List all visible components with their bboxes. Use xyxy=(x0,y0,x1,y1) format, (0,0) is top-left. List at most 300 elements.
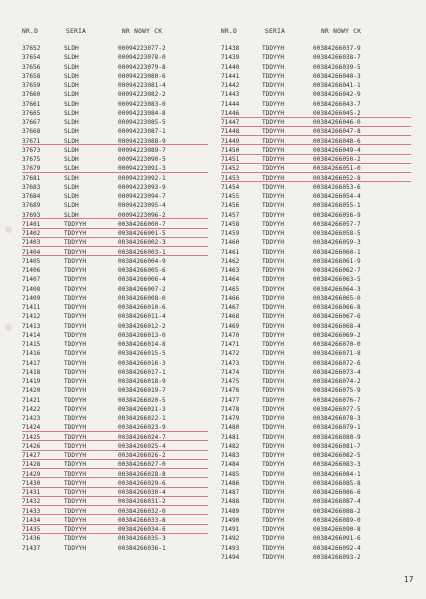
cell-nr-nowy-ck: 00384266011-4 xyxy=(118,313,166,321)
table-row xyxy=(221,118,415,127)
cell-seria: TDDYYH xyxy=(262,294,285,302)
table-row xyxy=(221,294,415,303)
cell-nr-nowy-ck: 00384266026-2 xyxy=(118,452,166,459)
cell-nr-d: 71434 xyxy=(22,516,41,524)
table-row xyxy=(22,118,212,127)
table-row xyxy=(22,488,212,497)
cell-nr-d: 71450 xyxy=(221,146,240,154)
table-row xyxy=(22,396,212,405)
cell-seria: TDDYYH xyxy=(262,72,285,80)
cell-seria: TDDYYH xyxy=(262,405,285,413)
cell-nr-nowy-ck: 00384266023-9 xyxy=(118,424,166,432)
cell-nr-d: 71403 xyxy=(22,239,41,247)
cell-nr-nowy-ck: 00384266002-3 xyxy=(118,239,166,247)
table-row xyxy=(22,507,212,516)
cell-nr-d: 71448 xyxy=(221,128,240,136)
cell-seria: TDDYYH xyxy=(262,183,285,191)
cell-nr-nowy-ck: 00384266067-6 xyxy=(313,313,361,321)
cell-nr-d: 71465 xyxy=(221,285,240,293)
cell-nr-d: 71431 xyxy=(22,489,41,496)
cell-seria: TDDYYH xyxy=(64,526,87,533)
table-row xyxy=(221,470,415,479)
cell-nr-d: 37683 xyxy=(22,183,41,191)
cell-nr-d: 71477 xyxy=(221,396,240,404)
cell-nr-d: 71490 xyxy=(221,516,240,524)
cell-nr-nowy-ck: 00094223080-6 xyxy=(118,72,166,80)
cell-nr-d: 71435 xyxy=(22,526,41,533)
table-row xyxy=(221,460,415,469)
cell-nr-nowy-ck: 00384266088-2 xyxy=(313,507,361,515)
table-row xyxy=(22,386,212,395)
cell-nr-d: 71417 xyxy=(22,359,41,367)
cell-nr-nowy-ck: 00094223084-8 xyxy=(118,109,166,117)
cell-nr-d: 71441 xyxy=(221,72,240,80)
cell-seria: TDDYYH xyxy=(262,489,285,496)
cell-seria: SLDH xyxy=(64,100,79,108)
cell-nr-d: 37673 xyxy=(22,146,41,154)
table-row xyxy=(22,164,212,173)
cell-seria: SLDH xyxy=(64,82,79,89)
cell-nr-nowy-ck: 00384266006-4 xyxy=(118,276,166,284)
cell-nr-d: 71416 xyxy=(22,350,41,358)
header-nr-nowy-ck: NR NOWY CK xyxy=(122,28,163,35)
punch-hole-mark xyxy=(5,226,12,233)
cell-nr-d: 37661 xyxy=(22,100,41,108)
cell-seria: TDDYYH xyxy=(64,544,87,552)
table-row xyxy=(22,266,212,275)
table-row xyxy=(22,377,212,386)
cell-nr-d: 71415 xyxy=(22,341,41,348)
cell-seria: TDDYYH xyxy=(262,45,285,52)
table-row xyxy=(221,544,415,553)
cell-nr-d: 71484 xyxy=(221,461,240,469)
cell-nr-nowy-ck: 00384266017-1 xyxy=(118,368,166,376)
table-row xyxy=(221,238,415,247)
cell-nr-d: 71486 xyxy=(221,479,240,487)
table-row xyxy=(22,470,212,479)
cell-nr-nowy-ck: 00384266059-3 xyxy=(313,239,361,247)
table-row xyxy=(221,192,415,201)
table-row xyxy=(22,479,212,488)
table-row xyxy=(22,303,212,312)
cell-seria: TDDYYH xyxy=(262,331,285,339)
cell-nr-d: 71483 xyxy=(221,452,240,459)
cell-nr-d: 71420 xyxy=(22,387,41,395)
cell-seria: TDDYYH xyxy=(64,267,87,274)
cell-nr-nowy-ck: 00384266051-0 xyxy=(313,165,361,173)
cell-nr-nowy-ck: 00384266031-2 xyxy=(118,498,166,506)
cell-seria: SLDH xyxy=(64,202,79,210)
cell-nr-d: 71402 xyxy=(22,230,41,237)
table-row xyxy=(22,349,212,358)
cell-nr-nowy-ck: 00384266081-7 xyxy=(313,442,361,450)
cell-nr-d: 37679 xyxy=(22,165,41,173)
cell-nr-nowy-ck: 00384266082-5 xyxy=(313,452,361,459)
cell-nr-d: 71488 xyxy=(221,498,240,506)
cell-nr-nowy-ck: 00384266053-6 xyxy=(313,183,361,191)
table-row xyxy=(22,211,212,220)
cell-nr-nowy-ck: 00384266043-7 xyxy=(313,100,361,108)
cell-seria: TDDYYH xyxy=(262,276,285,284)
cell-seria: TDDYYH xyxy=(64,248,87,256)
cell-nr-d: 71438 xyxy=(221,45,240,52)
cell-seria: TDDYYH xyxy=(262,137,285,145)
cell-nr-nowy-ck: 00384266042-9 xyxy=(313,91,361,99)
cell-nr-nowy-ck: 00384266040-3 xyxy=(313,72,361,80)
table-row xyxy=(221,359,415,368)
table-row xyxy=(22,451,212,460)
cell-nr-nowy-ck: 00384266070-0 xyxy=(313,341,361,348)
table-row xyxy=(221,81,415,90)
table-row xyxy=(22,201,212,210)
table-row xyxy=(22,192,212,201)
cell-seria: TDDYYH xyxy=(262,415,285,422)
cell-nr-d: 71430 xyxy=(22,479,41,487)
cell-nr-nowy-ck: 00384266013-0 xyxy=(118,331,166,339)
table-row xyxy=(221,405,415,414)
cell-nr-d: 71419 xyxy=(22,378,41,385)
table-row xyxy=(221,488,415,497)
cell-nr-d: 37689 xyxy=(22,202,41,210)
cell-nr-nowy-ck: 00384266060-1 xyxy=(313,248,361,256)
cell-seria: TDDYYH xyxy=(262,516,285,524)
cell-seria: TDDYYH xyxy=(262,424,285,432)
cell-nr-d: 71426 xyxy=(22,442,41,450)
cell-nr-nowy-ck: 00384266063-5 xyxy=(313,276,361,284)
cell-nr-d: 71456 xyxy=(221,202,240,210)
cell-nr-nowy-ck: 00384266020-5 xyxy=(118,396,166,404)
cell-seria: TDDYYH xyxy=(262,230,285,237)
cell-nr-d: 71492 xyxy=(221,535,240,543)
header-seria: SERIA xyxy=(66,28,87,35)
cell-nr-nowy-ck: 00094223082-2 xyxy=(118,91,166,99)
cell-nr-d: 37667 xyxy=(22,119,41,126)
cell-nr-d: 37660 xyxy=(22,91,41,99)
cell-nr-nowy-ck: 00384266061-9 xyxy=(313,257,361,265)
cell-nr-nowy-ck: 00094223087-1 xyxy=(118,128,166,136)
cell-seria: TDDYYH xyxy=(262,128,285,136)
cell-seria: TDDYYH xyxy=(262,146,285,154)
table-row xyxy=(22,90,212,99)
cell-nr-d: 71401 xyxy=(22,220,41,228)
cell-nr-d: 71472 xyxy=(221,350,240,358)
cell-seria: SLDH xyxy=(64,156,79,163)
table-row xyxy=(221,220,415,229)
table-row xyxy=(221,525,415,534)
cell-seria: SLDH xyxy=(64,91,79,99)
table-row xyxy=(22,220,212,229)
cell-nr-d: 71471 xyxy=(221,341,240,348)
cell-nr-d: 71404 xyxy=(22,248,41,256)
table-row xyxy=(221,266,415,275)
cell-nr-nowy-ck: 00384266032-0 xyxy=(118,507,166,515)
cell-seria: SLDH xyxy=(64,174,79,182)
cell-nr-d: 71479 xyxy=(221,415,240,422)
table-row xyxy=(22,544,212,553)
cell-seria: TDDYYH xyxy=(64,424,87,432)
cell-seria: TDDYYH xyxy=(64,239,87,247)
cell-nr-d: 71478 xyxy=(221,405,240,413)
cell-nr-nowy-ck: 00384266071-8 xyxy=(313,350,361,358)
cell-nr-d: 71423 xyxy=(22,415,41,422)
cell-seria: TDDYYH xyxy=(64,452,87,459)
cell-nr-d: 71473 xyxy=(221,359,240,367)
cell-seria: TDDYYH xyxy=(262,109,285,117)
cell-seria: TDDYYH xyxy=(262,442,285,450)
cell-nr-nowy-ck: 00384266066-8 xyxy=(313,304,361,311)
cell-nr-d: 71440 xyxy=(221,63,240,71)
table-row xyxy=(221,248,415,257)
cell-nr-d: 71464 xyxy=(221,276,240,284)
cell-nr-nowy-ck: 00384266062-7 xyxy=(313,267,361,274)
cell-nr-d: 71418 xyxy=(22,368,41,376)
cell-nr-d: 71413 xyxy=(22,322,41,330)
cell-nr-nowy-ck: 00384266093-2 xyxy=(313,553,361,561)
right-column xyxy=(221,28,415,562)
cell-nr-nowy-ck: 00384266028-8 xyxy=(118,470,166,478)
cell-seria: TDDYYH xyxy=(64,415,87,422)
table-row xyxy=(22,137,212,146)
cell-nr-nowy-ck: 00384266025-4 xyxy=(118,442,166,450)
cell-nr-d: 37675 xyxy=(22,156,41,163)
table-row xyxy=(22,414,212,423)
cell-nr-d: 71452 xyxy=(221,165,240,173)
cell-nr-d: 71425 xyxy=(22,433,41,441)
cell-nr-nowy-ck: 00384266001-5 xyxy=(118,230,166,237)
cell-nr-nowy-ck: 00384266018-9 xyxy=(118,378,166,385)
cell-nr-d: 71493 xyxy=(221,544,240,552)
cell-nr-d: 71469 xyxy=(221,322,240,330)
table-row xyxy=(22,53,212,62)
cell-seria: TDDYYH xyxy=(262,535,285,543)
cell-nr-d: 71421 xyxy=(22,396,41,404)
cell-seria: TDDYYH xyxy=(262,100,285,108)
cell-seria: TDDYYH xyxy=(262,202,285,210)
cell-nr-d: 71474 xyxy=(221,368,240,376)
cell-nr-nowy-ck: 00384266024-7 xyxy=(118,433,166,441)
cell-seria: TDDYYH xyxy=(262,211,285,219)
table-row xyxy=(221,53,415,62)
cell-nr-d: 71462 xyxy=(221,257,240,265)
cell-seria: TDDYYH xyxy=(64,378,87,385)
cell-seria: SLDH xyxy=(64,146,79,154)
cell-nr-nowy-ck: 00384266016-3 xyxy=(118,359,166,367)
table-row xyxy=(221,377,415,386)
cell-nr-nowy-ck: 00384266030-4 xyxy=(118,489,166,496)
cell-seria: TDDYYH xyxy=(262,387,285,395)
table-row xyxy=(221,174,415,183)
cell-nr-d: 71454 xyxy=(221,183,240,191)
cell-nr-nowy-ck: 00384266037-9 xyxy=(313,45,361,52)
cell-nr-nowy-ck: 00094223077-2 xyxy=(118,45,166,52)
cell-nr-d: 71439 xyxy=(221,54,240,62)
table-row xyxy=(221,479,415,488)
cell-seria: SLDH xyxy=(64,45,79,52)
cell-nr-d: 71446 xyxy=(221,109,240,117)
cell-nr-nowy-ck: 00094223094-7 xyxy=(118,193,166,200)
cell-nr-d: 37652 xyxy=(22,45,41,52)
cell-nr-nowy-ck: 00094223095-4 xyxy=(118,202,166,210)
cell-nr-d: 71466 xyxy=(221,294,240,302)
cell-seria: TDDYYH xyxy=(64,470,87,478)
cell-nr-d: 71485 xyxy=(221,470,240,478)
cell-seria: SLDH xyxy=(64,137,79,145)
cell-nr-d: 71481 xyxy=(221,433,240,441)
cell-nr-d: 37671 xyxy=(22,137,41,145)
cell-nr-d: 71453 xyxy=(221,174,240,182)
table-row xyxy=(22,423,212,432)
table-row xyxy=(221,553,415,562)
table-row xyxy=(221,516,415,525)
cell-nr-d: 71455 xyxy=(221,193,240,200)
cell-seria: TDDYYH xyxy=(64,304,87,311)
page-number: 17 xyxy=(404,575,414,584)
header-nr-d: NR.D xyxy=(221,28,238,35)
cell-nr-d: 71457 xyxy=(221,211,240,219)
table-row xyxy=(22,229,212,238)
cell-nr-d: 71414 xyxy=(22,331,41,339)
table-row xyxy=(22,322,212,331)
cell-nr-d: 37656 xyxy=(22,63,41,71)
table-row xyxy=(221,331,415,340)
cell-nr-nowy-ck: 00384266005-6 xyxy=(118,267,166,274)
cell-seria: TDDYYH xyxy=(262,461,285,469)
cell-seria: TDDYYH xyxy=(64,341,87,348)
table-row xyxy=(221,285,415,294)
cell-seria: TDDYYH xyxy=(64,294,87,302)
cell-seria: SLDH xyxy=(64,128,79,136)
cell-seria: TDDYYH xyxy=(262,396,285,404)
table-row xyxy=(221,303,415,312)
cell-nr-nowy-ck: 00384266045-2 xyxy=(313,109,361,117)
cell-seria: TDDYYH xyxy=(64,257,87,265)
table-row xyxy=(22,534,212,543)
column-header xyxy=(22,28,212,40)
cell-nr-d: 71461 xyxy=(221,248,240,256)
table-row xyxy=(221,63,415,72)
cell-seria: TDDYYH xyxy=(262,248,285,256)
cell-nr-d: 71482 xyxy=(221,442,240,450)
cell-seria: TDDYYH xyxy=(262,544,285,552)
cell-seria: TDDYYH xyxy=(64,396,87,404)
cell-seria: TDDYYH xyxy=(262,119,285,126)
cell-nr-d: 71467 xyxy=(221,304,240,311)
table-row xyxy=(221,349,415,358)
cell-nr-d: 71405 xyxy=(22,257,41,265)
cell-nr-nowy-ck: 00384266083-3 xyxy=(313,461,361,469)
cell-nr-d: 71458 xyxy=(221,220,240,228)
cell-seria: TDDYYH xyxy=(64,433,87,441)
table-row xyxy=(221,423,415,432)
cell-nr-d: 71489 xyxy=(221,507,240,515)
right-rows xyxy=(221,44,415,562)
cell-nr-nowy-ck: 00094223083-0 xyxy=(118,100,166,108)
table-row xyxy=(221,164,415,173)
cell-nr-nowy-ck: 00384266077-5 xyxy=(313,405,361,413)
cell-nr-d: 71476 xyxy=(221,387,240,395)
table-row xyxy=(22,442,212,451)
cell-nr-nowy-ck: 00384266008-0 xyxy=(118,294,166,302)
cell-nr-d: 71451 xyxy=(221,156,240,163)
cell-seria: TDDYYH xyxy=(262,239,285,247)
table-row xyxy=(22,525,212,534)
cell-nr-nowy-ck: 00094223093-9 xyxy=(118,183,166,191)
cell-nr-nowy-ck: 00384266078-3 xyxy=(313,415,361,422)
cell-nr-d: 37665 xyxy=(22,109,41,117)
cell-nr-nowy-ck: 00384266085-8 xyxy=(313,479,361,487)
table-row xyxy=(22,248,212,257)
cell-nr-d: 71494 xyxy=(221,553,240,561)
cell-seria: TDDYYH xyxy=(262,174,285,182)
cell-nr-nowy-ck: 00384266035-3 xyxy=(118,535,166,543)
table-row xyxy=(22,81,212,90)
table-row xyxy=(22,238,212,247)
cell-seria: TDDYYH xyxy=(262,498,285,506)
table-row xyxy=(22,405,212,414)
cell-seria: TDDYYH xyxy=(262,368,285,376)
cell-nr-nowy-ck: 00384266041-1 xyxy=(313,82,361,89)
cell-nr-d: 71422 xyxy=(22,405,41,413)
cell-seria: TDDYYH xyxy=(64,220,87,228)
cell-nr-d: 71463 xyxy=(221,267,240,274)
cell-seria: TDDYYH xyxy=(64,359,87,367)
cell-nr-d: 71412 xyxy=(22,313,41,321)
cell-seria: TDDYYH xyxy=(262,378,285,385)
table-row xyxy=(221,322,415,331)
cell-nr-nowy-ck: 00384266054-4 xyxy=(313,193,361,200)
cell-seria: TDDYYH xyxy=(262,91,285,99)
cell-nr-d: 71432 xyxy=(22,498,41,506)
table-row xyxy=(221,340,415,349)
cell-nr-nowy-ck: 00384266050-2 xyxy=(313,156,361,163)
cell-nr-nowy-ck: 00094223079-8 xyxy=(118,63,166,71)
cell-seria: SLDH xyxy=(64,63,79,71)
cell-seria: TDDYYH xyxy=(64,313,87,321)
cell-seria: TDDYYH xyxy=(64,368,87,376)
cell-nr-d: 71480 xyxy=(221,424,240,432)
cell-seria: SLDH xyxy=(64,211,79,219)
cell-nr-d: 71447 xyxy=(221,119,240,126)
cell-seria: TDDYYH xyxy=(64,516,87,524)
header-nr-d: NR.D xyxy=(22,28,39,35)
cell-seria: TDDYYH xyxy=(262,526,285,533)
left-rows xyxy=(22,44,212,553)
table-row xyxy=(221,396,415,405)
cell-nr-nowy-ck: 00384266003-1 xyxy=(118,248,166,256)
cell-nr-nowy-ck: 00384266092-4 xyxy=(313,544,361,552)
cell-seria: TDDYYH xyxy=(262,341,285,348)
cell-nr-d: 71443 xyxy=(221,91,240,99)
cell-seria: TDDYYH xyxy=(262,322,285,330)
cell-nr-nowy-ck: 00384266086-6 xyxy=(313,489,361,496)
cell-seria: TDDYYH xyxy=(262,553,285,561)
table-row xyxy=(221,414,415,423)
table-row xyxy=(221,257,415,266)
cell-nr-d: 71408 xyxy=(22,285,41,293)
cell-seria: TDDYYH xyxy=(262,193,285,200)
cell-seria: TDDYYH xyxy=(64,285,87,293)
table-row xyxy=(221,386,415,395)
cell-seria: SLDH xyxy=(64,183,79,191)
cell-nr-d: 37654 xyxy=(22,54,41,62)
table-row xyxy=(22,460,212,469)
cell-nr-nowy-ck: 00384266057-7 xyxy=(313,220,361,228)
cell-nr-nowy-ck: 00384266029-6 xyxy=(118,479,166,487)
cell-seria: TDDYYH xyxy=(64,498,87,506)
cell-seria: TDDYYH xyxy=(262,285,285,293)
cell-nr-nowy-ck: 00384266055-1 xyxy=(313,202,361,210)
table-row xyxy=(221,507,415,516)
